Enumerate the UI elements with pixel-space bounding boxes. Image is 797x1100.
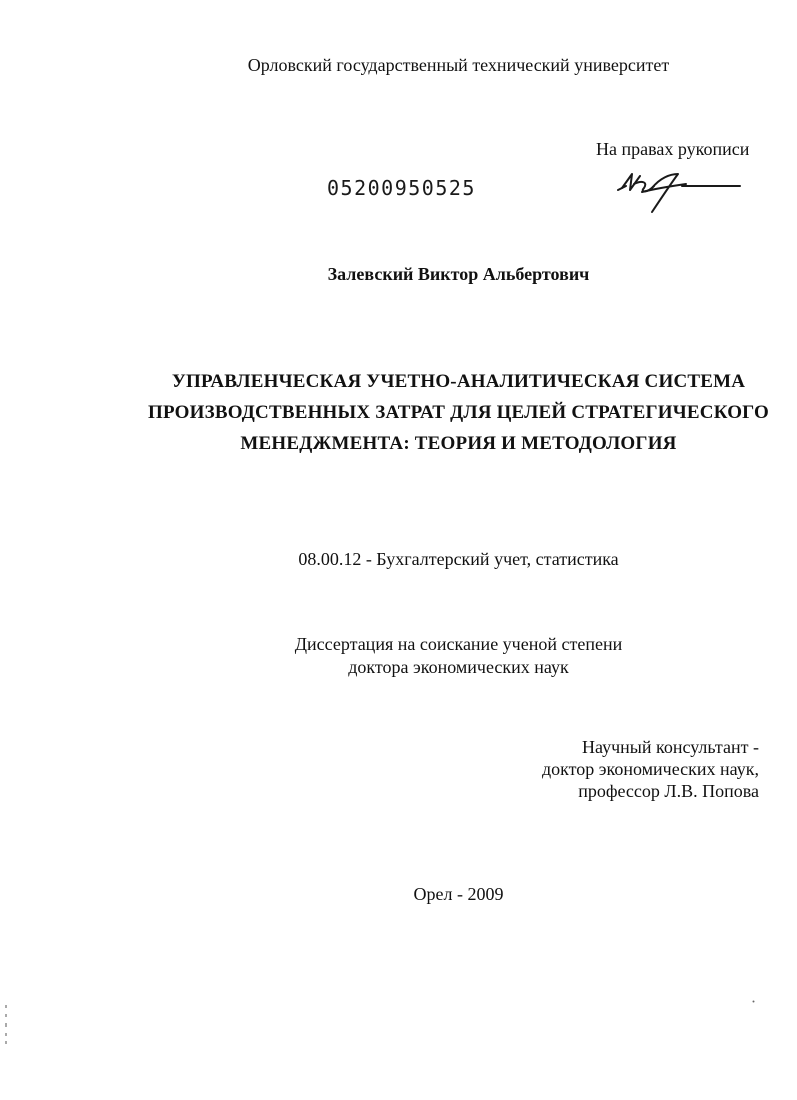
registration-number: 05200950525	[327, 176, 476, 200]
city-year: Орел - 2009	[413, 884, 504, 904]
author-name: Залевский Виктор Альбертович	[327, 264, 590, 284]
university-name: Орловский государственный технический университет	[247, 55, 670, 75]
degree-line: Диссертация на соискание ученой степени	[294, 634, 623, 654]
degree-statement	[60, 633, 797, 679]
handwritten-signature	[612, 160, 750, 216]
scan-edge-marks	[5, 1005, 9, 1045]
scientific-consultant	[542, 736, 759, 802]
specialty-code: 08.00.12 - Бухгалтерский учет, статистика	[298, 549, 619, 569]
consultant-line: профессор Л.В. Попова	[578, 781, 759, 801]
degree-line: доктора экономических наук	[348, 657, 569, 677]
title-line: УПРАВЛЕНЧЕСКАЯ УЧЕТНО-АНАЛИТИЧЕСКАЯ СИСТЕМА	[171, 371, 746, 392]
rights-note: На правах рукописи	[596, 139, 750, 159]
consultant-line: доктор экономических наук,	[542, 759, 759, 779]
dissertation-title	[60, 366, 797, 459]
title-line: МЕНЕДЖМЕНТА: ТЕОРИЯ И МЕТОДОЛОГИЯ	[240, 433, 677, 454]
consultant-line: Научный консультант -	[582, 737, 759, 757]
title-line: ПРОИЗВОДСТВЕННЫХ ЗАТРАТ ДЛЯ ЦЕЛЕЙ СТРАТЕГИЧЕСКОГО	[148, 402, 769, 423]
scan-dot-mark	[752, 1000, 755, 1003]
